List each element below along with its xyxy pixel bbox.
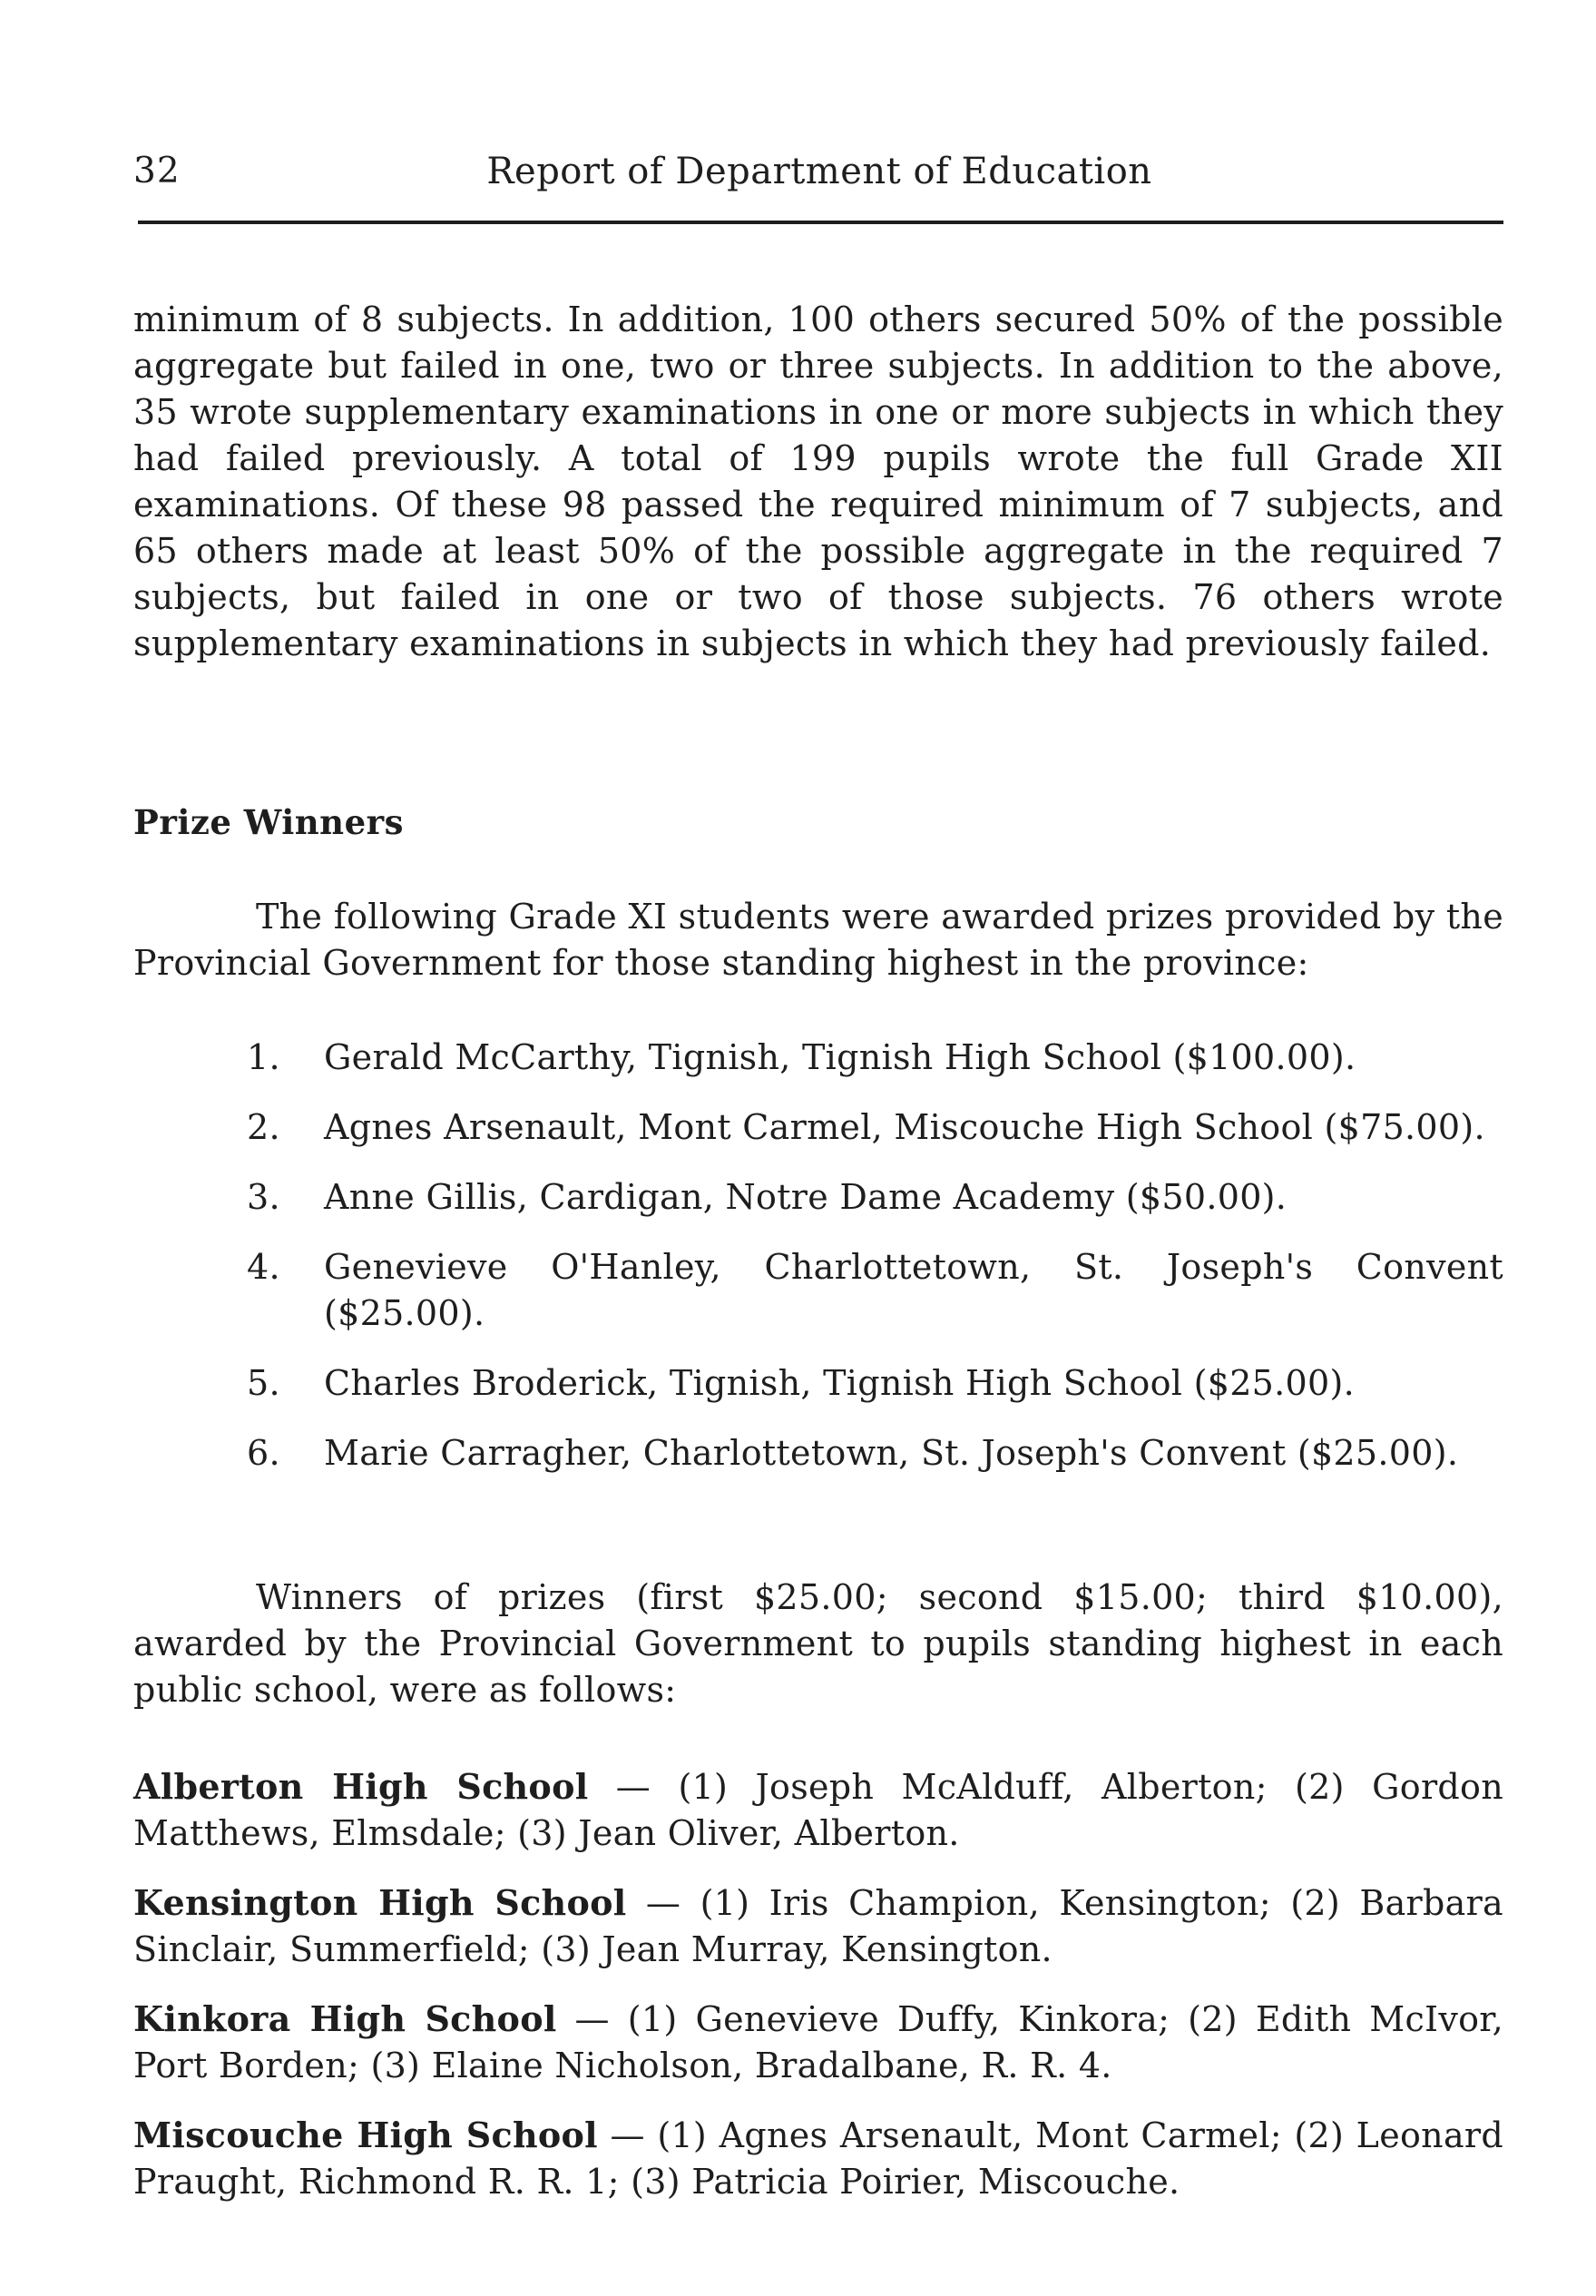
paragraph-exam-results: minimum of 8 subjects. In addition, 100 others secured 50% of the possible aggregate but failed in one, two or three subjects. In addition to the above, 35 wrote supplementary examinations in one or more subjects in which they had failed previously. A total of 199 pupils wrote the full Grade XII examinations. Of these 98 passed the required minimum of 7 subjects, and 65 others made at least 50% of the possible aggregate in the required 7 subjects, but failed in one or two of those subjects. 76 others wrote supplementary examinations in subjects in which they had previously failed. <box>133 299 1503 663</box>
school-name: Kinkora High School <box>133 1998 557 2039</box>
prize-text: Anne Gillis, Cardigan, Notre Dame Academy ($50.00). <box>324 1177 1288 1217</box>
prize-text: Marie Carragher, Charlottetown, St. Joseph's Convent ($25.00). <box>324 1433 1459 1473</box>
prize-number: 5. <box>247 1363 280 1403</box>
school-entry <box>133 1763 1503 1857</box>
prize-number: 6. <box>247 1433 280 1473</box>
header-rule <box>138 221 1503 224</box>
school-entry <box>133 1879 1503 1973</box>
prize-list-item <box>247 1035 1503 1081</box>
page-number: 32 <box>133 151 181 191</box>
school-entry <box>133 1996 1503 2089</box>
prize-number: 2. <box>247 1107 280 1147</box>
prize-list <box>247 1035 1503 1500</box>
prize-list-item <box>247 1244 1503 1337</box>
school-winners: — (1) Agnes Arsenault, Mont Carmel; (2) Leonard Praught, Richmond R. R. 1; (3) Patricia Poirier, Miscouche. <box>133 2115 1504 2202</box>
prize-number: 4. <box>247 1247 280 1287</box>
prize-text: Genevieve O'Hanley, Charlottetown, St. Joseph's Convent ($25.00). <box>324 1247 1503 1333</box>
prize-text: Gerald McCarthy, Tignish, Tignish High School ($100.00). <box>324 1037 1356 1077</box>
prize-text: Agnes Arsenault, Mont Carmel, Miscouche High School ($75.00). <box>324 1107 1485 1147</box>
school-name: Miscouche High School <box>133 2114 598 2155</box>
prize-number: 1. <box>247 1037 280 1077</box>
paragraph-school-prizes-intro: Winners of prizes (first $25.00; second $15.00; third $10.00), awarded by the Provincial Government to pupils standing highest in each public school, were as follows: <box>133 1577 1503 1710</box>
section-heading: Prize Winners <box>133 802 404 842</box>
paragraph-prize-intro: The following Grade XI students were awarded prizes provided by the Provincial Government for those standing highest in the province: <box>133 897 1503 983</box>
school-entry <box>133 2112 1503 2205</box>
school-winners: — (1) Genevieve Duffy, Kinkora; (2) Edith McIvor, Port Borden; (3) Elaine Nicholson, Bradalbane, R. R. 4. <box>133 1999 1503 2085</box>
prize-list-item <box>247 1360 1503 1407</box>
prize-text: Charles Broderick, Tignish, Tignish High School ($25.00). <box>324 1363 1355 1403</box>
school-winners: — (1) Joseph McAlduff, Alberton; (2) Gordon Matthews, Elmsdale; (3) Jean Oliver, Alberton. <box>133 1767 1503 1853</box>
prize-number: 3. <box>247 1177 280 1217</box>
running-title: Report of Department of Education <box>486 151 1152 192</box>
page-header <box>133 147 1505 201</box>
prize-list-item <box>247 1430 1503 1477</box>
school-name: Kensington High School <box>133 1882 627 1923</box>
school-name: Alberton High School <box>133 1766 589 1807</box>
school-winners: — (1) Iris Champion, Kensington; (2) Barbara Sinclair, Summerfield; (3) Jean Murray, Kensington. <box>133 1883 1503 1969</box>
prize-list-item <box>247 1174 1503 1221</box>
prize-list-item <box>247 1104 1503 1151</box>
